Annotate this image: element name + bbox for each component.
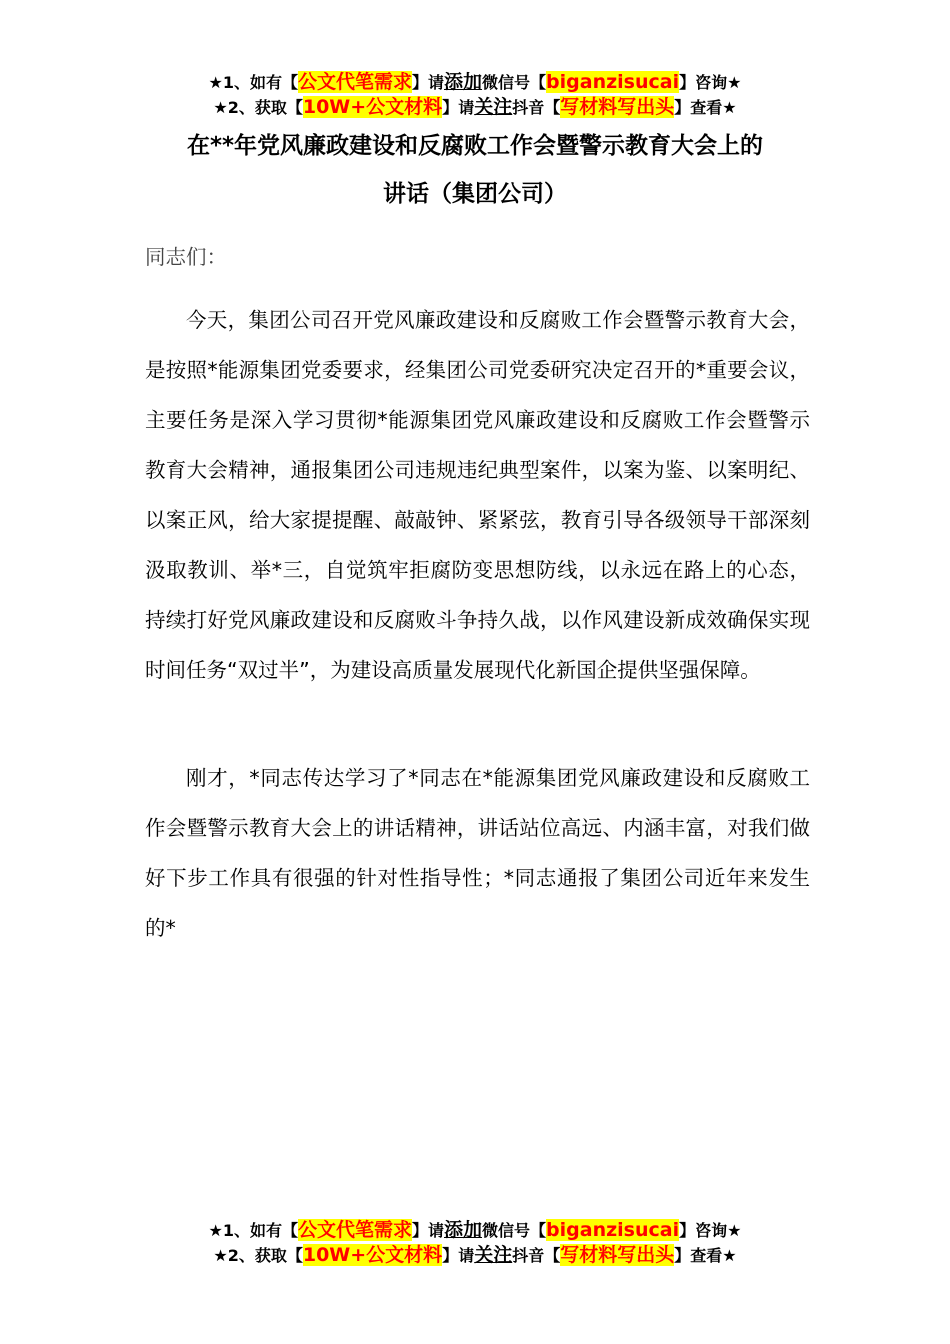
banner-highlight: 10W+公文材料 bbox=[302, 1244, 443, 1266]
salutation: 同志们： bbox=[145, 245, 227, 269]
body-paragraph-2 bbox=[145, 753, 810, 953]
banner-highlight: 写材料写出头 bbox=[560, 1244, 675, 1266]
title-line-1: 在**年党风廉政建设和反腐败工作会暨警示教育大会上的 bbox=[186, 133, 764, 159]
document-title bbox=[145, 122, 805, 218]
banner-line-2 bbox=[0, 95, 950, 120]
banner-underline: 关注 bbox=[474, 96, 513, 118]
banner-text: 微信号【 bbox=[482, 73, 547, 92]
banner-text: ★2、获取【 bbox=[213, 1246, 303, 1265]
banner-line-1 bbox=[0, 1218, 950, 1243]
banner-text: 抖音【 bbox=[512, 1246, 561, 1265]
banner-underline: 关注 bbox=[474, 1244, 513, 1266]
banner-text: ★1、如有【 bbox=[208, 1221, 298, 1240]
banner-text: 】咨询★ bbox=[679, 73, 742, 92]
banner-highlight: biganzisucai bbox=[546, 1219, 680, 1241]
banner-highlight: 写材料写出头 bbox=[560, 96, 675, 118]
banner-highlight: 公文代笔需求 bbox=[297, 71, 412, 93]
title-line-2: 讲话（集团公司） bbox=[383, 181, 567, 207]
banner-text: 】查看★ bbox=[674, 1246, 737, 1265]
banner-text: 】咨询★ bbox=[679, 1221, 742, 1240]
banner-highlight: 公文代笔需求 bbox=[297, 1219, 412, 1241]
banner-line-2 bbox=[0, 1243, 950, 1268]
banner-text: ★2、获取【 bbox=[213, 98, 303, 117]
banner-text: 】请 bbox=[412, 1221, 445, 1240]
paragraph-text: 刚才，*同志传达学习了*同志在*能源集团党风廉政建设和反腐败工作会暨警示教育大会上的讲话精神，讲话站位高远、内涵丰富，对我们做好下步工作具有很强的针对性指导性；*同志通报了集团公司近年来发生的* bbox=[145, 766, 810, 940]
banner-text: 微信号【 bbox=[482, 1221, 547, 1240]
banner-text: 抖音【 bbox=[512, 98, 561, 117]
banner-text: 】请 bbox=[442, 1246, 475, 1265]
banner-underline: 添加 bbox=[444, 71, 483, 93]
header-banner bbox=[0, 70, 950, 120]
banner-highlight: 10W+公文材料 bbox=[302, 96, 443, 118]
banner-highlight: biganzisucai bbox=[546, 71, 680, 93]
banner-line-1 bbox=[0, 70, 950, 95]
banner-text: 】请 bbox=[442, 98, 475, 117]
banner-text: 】查看★ bbox=[674, 98, 737, 117]
banner-text: ★1、如有【 bbox=[208, 73, 298, 92]
banner-text: 】请 bbox=[412, 73, 445, 92]
body-paragraph-1 bbox=[145, 295, 810, 695]
paragraph-text: 今天，集团公司召开党风廉政建设和反腐败工作会暨警示教育大会，是按照*能源集团党委要求，经集团公司党委研究决定召开的*重要会议，主要任务是深入学习贯彻*能源集团党风廉政建设和反腐败工作会暨警示教育大会精神，通报集团公司违规违纪典型案件，以案为鉴、以案明纪、以案正风，给大家提提醒、敲敲钟、紧紧弦，教育引导各级领导干部深刻汲取教训、举*三，自觉筑牢拒腐防变思想防线，以永远在路上的心态，持续打好党风廉政建设和反腐败斗争持久战，以作风建设新成效确保实现时间任务“双过半”，为建设高质量发展现代化新国企提供坚强保障。 bbox=[145, 308, 810, 682]
banner-underline: 添加 bbox=[444, 1219, 483, 1241]
footer-banner bbox=[0, 1218, 950, 1268]
